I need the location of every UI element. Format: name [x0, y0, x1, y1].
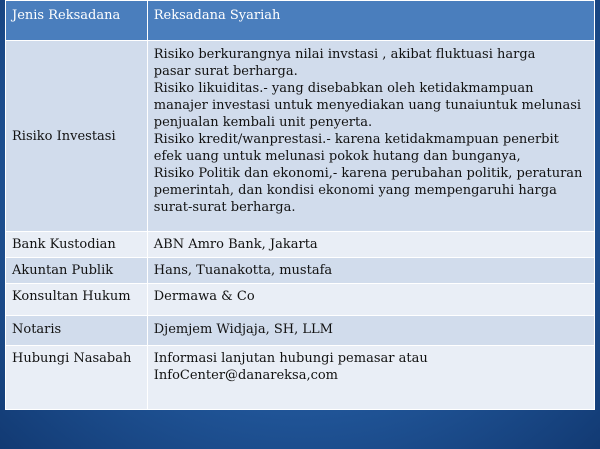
header-jenis-reksadana: Jenis Reksadana	[6, 1, 148, 41]
risiko-line: Risiko berkurangnya nilai invstasi , akibat fluktuasi harga	[153, 47, 536, 62]
risiko-line: pemerintah, dan kondisi ekonomi yang mempengaruhi harga	[153, 183, 557, 198]
table-row-konsultan-hukum	[6, 284, 595, 316]
label-bank-kustodian: Bank Kustodian	[6, 232, 148, 258]
table-row-akuntan-publik	[6, 258, 595, 284]
hubungi-line: Informasi lanjutan hubungi pemasar atau	[153, 351, 428, 366]
risiko-line: penjualan kembali unit penyerta.	[153, 115, 373, 130]
risiko-line: Risiko kredit/wanprestasi.- karena ketidakmampuan penerbit	[153, 132, 559, 147]
risiko-line: pasar surat berharga.	[153, 64, 298, 79]
value-konsultan-hukum: Dermawa & Co	[147, 284, 594, 316]
value-bank-kustodian: ABN Amro Bank, Jakarta	[147, 232, 594, 258]
risiko-line: surat-surat berharga.	[153, 200, 296, 215]
table-row-notaris	[6, 316, 595, 346]
label-notaris: Notaris	[6, 316, 148, 346]
risiko-line: Risiko Politik dan ekonomi,- karena perubahan politik, peraturan	[153, 166, 583, 181]
value-hubungi-nasabah	[147, 346, 594, 410]
risiko-line: Risiko likuiditas.- yang disebabkan oleh ketidakmampuan	[153, 81, 534, 96]
table-header-row	[6, 1, 595, 41]
hubungi-line: InfoCenter@danareksa,com	[153, 368, 339, 383]
table-row-bank-kustodian	[6, 232, 595, 258]
header-reksadana-syariah: Reksadana Syariah	[147, 1, 594, 41]
reksadana-table	[5, 0, 595, 410]
risiko-line: manajer investasi untuk menyediakan uang tunaiuntuk melunasi	[153, 98, 582, 113]
label-akuntan-publik: Akuntan Publik	[6, 258, 148, 284]
table-row-risiko-investasi	[6, 41, 595, 232]
label-konsultan-hukum: Konsultan Hukum	[6, 284, 148, 316]
risiko-line: efek uang untuk melunasi pokok hutang dan bunganya,	[153, 149, 521, 164]
label-risiko-investasi: Risiko Investasi	[6, 41, 148, 232]
value-akuntan-publik: Hans, Tuanakotta, mustafa	[147, 258, 594, 284]
value-risiko-investasi	[147, 41, 594, 232]
label-hubungi-nasabah: Hubungi Nasabah	[6, 346, 148, 410]
table-row-hubungi-nasabah	[6, 346, 595, 410]
value-notaris: Djemjem Widjaja, SH, LLM	[147, 316, 594, 346]
